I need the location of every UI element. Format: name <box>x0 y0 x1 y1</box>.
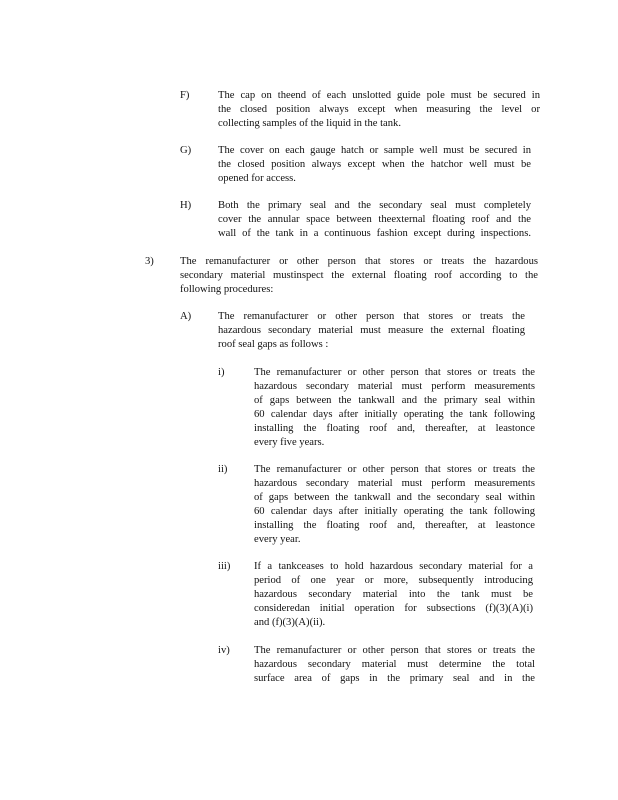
text-line: The remanufacturer or other person that stores or treats the <box>254 367 535 378</box>
item-text <box>254 463 535 546</box>
text-line: The remanufacturer or other person that stores or treats the <box>254 645 535 656</box>
text-line: installing the floating roof and, thereafter, at leastonce <box>254 422 535 434</box>
text-line: secondary material mustinspect the external floating roof according to the <box>180 269 538 281</box>
text-line: Both the primary seal and the secondary seal must completely <box>218 200 531 211</box>
text-line: 60 calendar days after initially operating the tank following <box>254 505 535 517</box>
item-label: A) <box>180 311 192 322</box>
text-line: hazardous secondary material must perform measurements <box>254 477 535 489</box>
text-line: The cover on each gauge hatch or sample well must be secured in <box>218 145 531 156</box>
item-label: F) <box>180 90 190 101</box>
item-label: 3) <box>145 256 154 267</box>
text-line: consideredan initial operation for subsections (f)(3)(A)(i) <box>254 602 533 614</box>
text-line: period of one year or more, subsequently introducing <box>254 574 533 586</box>
text-line: hazardous secondary material must measure the external floating <box>218 324 525 336</box>
item-text <box>218 144 531 186</box>
item-label: iii) <box>218 561 231 572</box>
text-line: roof seal gaps as follows : <box>218 338 329 350</box>
item-text <box>254 644 535 686</box>
text-line: If a tankceases to hold hazardous secondary material for a <box>254 561 533 572</box>
item-label: i) <box>218 367 225 378</box>
item-text <box>254 560 533 630</box>
item-text <box>218 310 525 352</box>
text-line: hazardous secondary material must determine the total <box>254 658 535 670</box>
item-text <box>180 255 538 297</box>
text-line: of gaps between the tankwall and the primary seal within <box>254 394 535 406</box>
text-line: installing the floating roof and, thereafter, at leastonce <box>254 519 535 531</box>
item-text <box>218 199 531 241</box>
text-line: opened for access. <box>218 172 296 184</box>
text-line: collecting samples of the liquid in the tank. <box>218 117 401 129</box>
item-label: iv) <box>218 645 230 656</box>
text-line: surface area of gaps in the primary seal and in the <box>254 672 535 684</box>
text-line: hazardous secondary material must perform measurements <box>254 380 535 392</box>
text-line: the closed position always except when measuring the level or <box>218 103 540 115</box>
item-text <box>254 366 535 449</box>
text-line: The remanufacturer or other person that stores or treats the <box>254 464 535 475</box>
item-label: G) <box>180 145 192 156</box>
text-line: the closed position always except when the hatchor well must be <box>218 158 531 170</box>
text-line: and (f)(3)(A)(ii). <box>254 616 326 628</box>
text-line: of gaps between the tankwall and the secondary seal within <box>254 491 535 503</box>
text-line: hazardous secondary material into the tank must be <box>254 588 533 600</box>
item-label: ii) <box>218 464 228 475</box>
text-line: wall of the tank in a continuous fashion except during inspections. <box>218 227 531 239</box>
item-text <box>218 89 540 131</box>
text-line: 60 calendar days after initially operating the tank following <box>254 408 535 420</box>
text-line: cover the annular space between theexternal floating roof and the <box>218 213 531 225</box>
text-line: following procedures: <box>180 283 274 295</box>
text-line: every year. <box>254 533 301 545</box>
text-line: The remanufacturer or other person that stores or treats the <box>218 311 525 322</box>
text-line: The cap on theend of each unslotted guide pole must be secured in <box>218 90 540 101</box>
text-line: The remanufacturer or other person that stores or treats the hazardous <box>180 256 538 267</box>
item-label: H) <box>180 200 192 211</box>
text-line: every five years. <box>254 436 325 448</box>
